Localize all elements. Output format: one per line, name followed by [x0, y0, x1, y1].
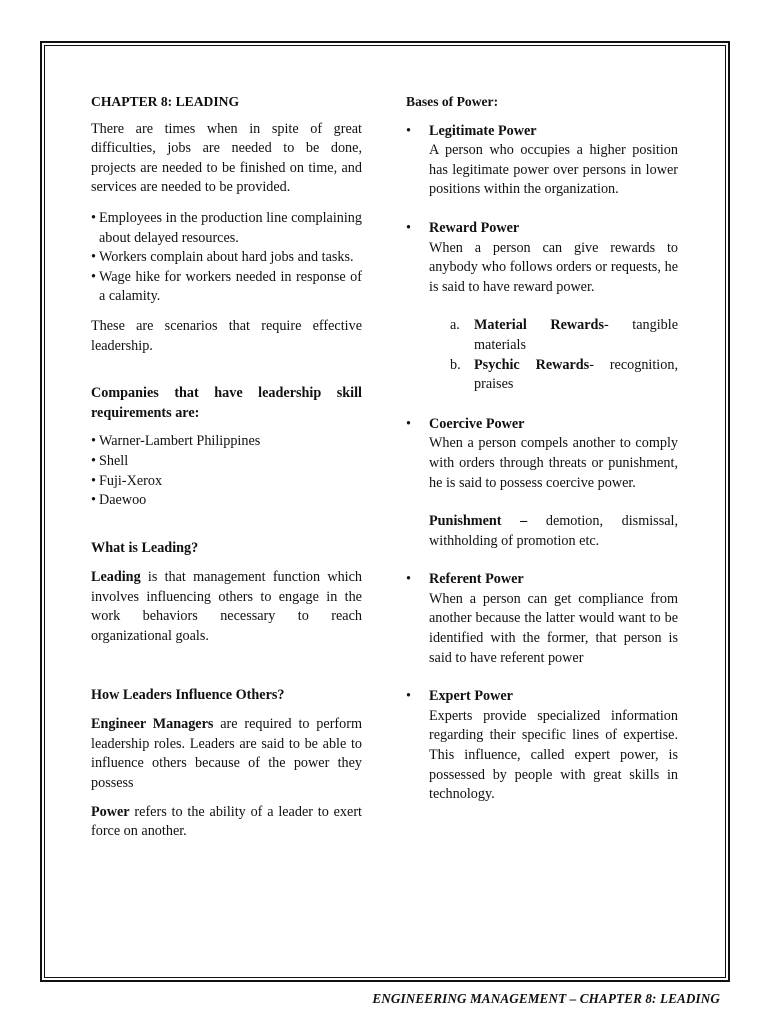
referent-power-item [406, 570, 678, 668]
list-item: • Shell [91, 452, 362, 472]
bullet-icon: • [406, 219, 411, 236]
expert-power-title: Expert Power [429, 688, 513, 705]
bases-heading: Bases of Power: [406, 94, 499, 109]
reward-power-text: When a person can give rewards to anybody who follows orders or requests, he is said to have reward power. [429, 239, 678, 295]
coercive-power-title: Coercive Power [429, 415, 525, 432]
coercive-power-item [406, 415, 678, 552]
intro-paragraph: There are times when in spite of great difficulties, jobs are needed to be done, projects are needed to be finished on time, and services are needed to be provided. [91, 120, 362, 196]
legitimate-power-text: A person who occupies a higher position has legitimate power over persons in lower positions within the organization. [429, 142, 678, 198]
list-item: • Employees in the production line complaining about delayed resources. [91, 209, 362, 246]
companies-list [91, 432, 362, 510]
bullet-icon: • [406, 122, 411, 139]
list-item: • Wage hike for workers needed in response of a calamity. [91, 268, 362, 305]
legitimate-power-title: Legitimate Power [429, 122, 537, 139]
bullet-icon: • [91, 268, 96, 285]
left-column [91, 92, 362, 842]
referent-power-text: When a person can get compliance from another because the latter would want to be identified with the former, that person is said to have referent power [429, 590, 678, 666]
list-item: • Daewoo [91, 491, 362, 511]
bullet-icon: • [91, 452, 96, 469]
bullet-icon: • [91, 433, 96, 450]
chapter-title: CHAPTER 8: LEADING [91, 94, 240, 109]
list-item: • Warner-Lambert Philippines [91, 432, 362, 452]
reward-subitem-psychic: b. Psychic Rewards- recognition, praises [450, 356, 678, 393]
coercive-power-text: When a person compels another to comply with orders through threats or punishment, he is said to possess coercive power. [429, 435, 678, 491]
punishment-text: Punishment – demotion, dismissal, withholding of promotion etc. [429, 513, 678, 549]
what-is-leading-heading: What is Leading? [91, 539, 199, 556]
engineer-managers-paragraph: Engineer Managers are required to perform leadership roles. Leaders are said to be able to influence others because of the power they possess [91, 716, 362, 792]
bullet-icon: • [406, 415, 411, 432]
legitimate-power-item [406, 122, 678, 200]
bullet-icon: • [91, 472, 96, 489]
scenarios-note: These are scenarios that require effective leadership. [91, 317, 362, 354]
expert-power-text: Experts provide specialized information regarding their specific lines of expertise. This influence, called expert power, is possessed by people with great skills in technology. [429, 707, 678, 803]
reward-subitem-material: a. Material Rewards- tangible materials [450, 317, 678, 353]
power-paragraph: Power refers to the ability of a leader to exert force on another. [91, 803, 362, 840]
how-leaders-heading: How Leaders Influence Others? [91, 686, 285, 703]
bullet-icon: • [91, 492, 96, 509]
scenario-list [91, 209, 362, 307]
bullet-icon: • [91, 249, 96, 266]
expert-power-item [406, 687, 678, 805]
right-column [406, 92, 678, 805]
bullet-icon: • [91, 209, 96, 226]
list-item: • Fuji-Xerox [91, 472, 362, 492]
leading-definition: Leading is that management function which involves influencing others to engage in the work behaviors necessary to reach organizational goals. [91, 569, 362, 645]
reward-power-title: Reward Power [429, 219, 520, 236]
page-footer: ENGINEERING MANAGEMENT – CHAPTER 8: LEADING [372, 991, 720, 1006]
list-item: • Workers complain about hard jobs and tasks. [91, 248, 362, 268]
referent-power-title: Referent Power [429, 571, 524, 588]
reward-power-item [406, 219, 678, 297]
bullet-icon: • [406, 571, 411, 588]
companies-heading: Companies that have leadership skill requirements are: [91, 385, 362, 421]
bullet-icon: • [406, 688, 411, 705]
